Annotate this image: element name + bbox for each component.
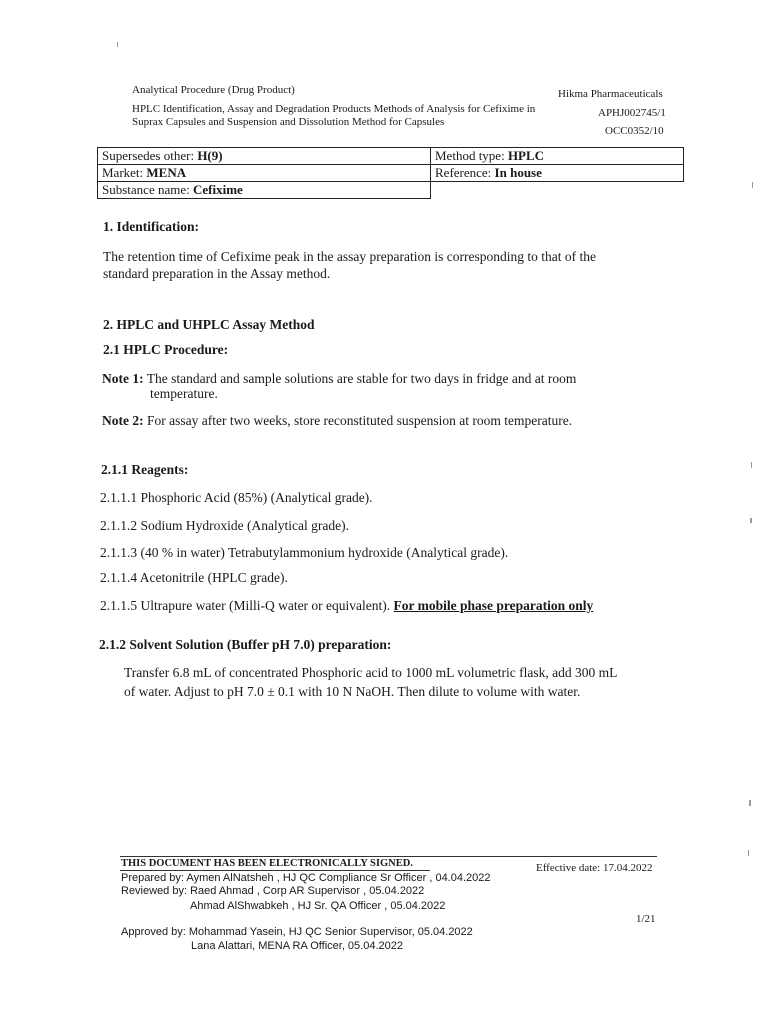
effective-date: Effective date: 17.04.2022: [536, 862, 653, 874]
substance-label: Substance name:: [102, 182, 190, 197]
reagent-item-5: [100, 597, 593, 614]
reviewed-by-2: Ahmad AlShwabkeh , HJ Sr. QA Officer , 05.04.2022: [190, 900, 446, 912]
footer-top-rule: [120, 856, 657, 857]
reagent-item: 2.1.1.1 Phosphoric Acid (85%) (Analytical grade).: [100, 490, 373, 505]
page-number: 1/21: [636, 913, 656, 925]
doc-title-line1: HPLC Identification, Assay and Degradation Products Methods of Analysis for Cefixime in: [132, 103, 536, 115]
approved-by: Approved by: Mohammad Yasein, HJ QC Senior Supervisor, 05.04.2022: [121, 926, 473, 938]
solvent-text-line2: of water. Adjust to pH 7.0 ± 0.1 with 10 N NaOH. Then dilute to volume with water.: [124, 684, 581, 699]
note2-label: Note 2:: [102, 413, 144, 428]
scan-speck: [117, 42, 118, 47]
hplc-procedure-heading: 2.1 HPLC Procedure:: [103, 342, 229, 357]
note1-label: Note 1:: [102, 371, 144, 386]
scan-speck: [748, 850, 749, 856]
reagent-item-5-text: 2.1.1.5 Ultrapure water (Milli-Q water or equivalent).: [100, 598, 391, 613]
solvent-heading: 2.1.2 Solvent Solution (Buffer pH 7.0) preparation:: [99, 637, 392, 652]
doc-type: Analytical Procedure (Drug Product): [132, 84, 295, 96]
reagent-item: 2.1.1.2 Sodium Hydroxide (Analytical grade).: [100, 518, 349, 533]
doc-number: APHJ002745/1: [598, 107, 666, 119]
reagents-heading: 2.1.1 Reagents:: [101, 462, 189, 477]
mobile-phase-note: For mobile phase preparation only: [393, 598, 594, 613]
occ-number: OCC0352/10: [605, 125, 664, 137]
reagent-item: 2.1.1.3 (40 % in water) Tetrabutylammonium hydroxide (Analytical grade).: [100, 545, 509, 560]
note1-text-line1: The standard and sample solutions are stable for two days in fridge and at room: [146, 371, 577, 386]
approved-by-2: Lana Alattari, MENA RA Officer, 05.04.2022: [191, 940, 403, 952]
method-type-cell: [431, 148, 684, 165]
market-cell: [98, 165, 431, 182]
supersedes-cell: [98, 148, 431, 165]
doc-title-line2: Suprax Capsules and Suspension and Dissolution Method for Capsules: [132, 116, 445, 128]
metadata-table: [97, 147, 684, 199]
supersedes-label: Supersedes other:: [102, 148, 195, 163]
reviewed-by: Reviewed by: Raed Ahmad , Corp AR Supervisor , 05.04.2022: [121, 885, 425, 897]
supersedes-value: H(9): [197, 148, 223, 163]
substance-value: Cefixime: [192, 182, 243, 197]
reference-value: In house: [494, 165, 542, 180]
reference-label: Reference:: [435, 165, 492, 180]
identification-text-line1: The retention time of Cefixime peak in the assay preparation is corresponding to that of the: [103, 249, 596, 264]
market-value: MENA: [146, 165, 187, 180]
identification-text-line2: standard preparation in the Assay method.: [103, 266, 331, 281]
reference-cell: [431, 165, 684, 182]
signed-notice: THIS DOCUMENT HAS BEEN ELECTRONICALLY SIGNED.: [121, 858, 413, 869]
prepared-by: Prepared by: Aymen AlNatsheh , HJ QC Compliance Sr Officer , 04.04.2022: [121, 872, 491, 884]
note1-text-line2: temperature.: [150, 386, 218, 401]
method-type-value: HPLC: [507, 148, 545, 163]
scan-speck: [749, 800, 751, 806]
signed-notice-underline: [120, 870, 430, 871]
market-label: Market:: [102, 165, 144, 180]
scan-speck: [751, 462, 752, 468]
empty-cell: [431, 182, 684, 199]
note2-text: For assay after two weeks, store reconstituted suspension at room temperature.: [146, 413, 573, 428]
scan-speck: [752, 182, 753, 188]
assay-heading: 2. HPLC and UHPLC Assay Method: [103, 317, 315, 332]
method-type-label: Method type:: [435, 148, 505, 163]
reagent-item: 2.1.1.4 Acetonitrile (HPLC grade).: [100, 570, 288, 585]
substance-cell: [98, 182, 431, 199]
company-name: Hikma Pharmaceuticals: [558, 88, 663, 100]
scan-speck: [750, 518, 752, 523]
identification-heading: 1. Identification:: [103, 219, 199, 234]
note2: [102, 412, 572, 429]
solvent-text-line1: Transfer 6.8 mL of concentrated Phosphoric acid to 1000 mL volumetric flask, add 300 mL: [124, 665, 618, 680]
